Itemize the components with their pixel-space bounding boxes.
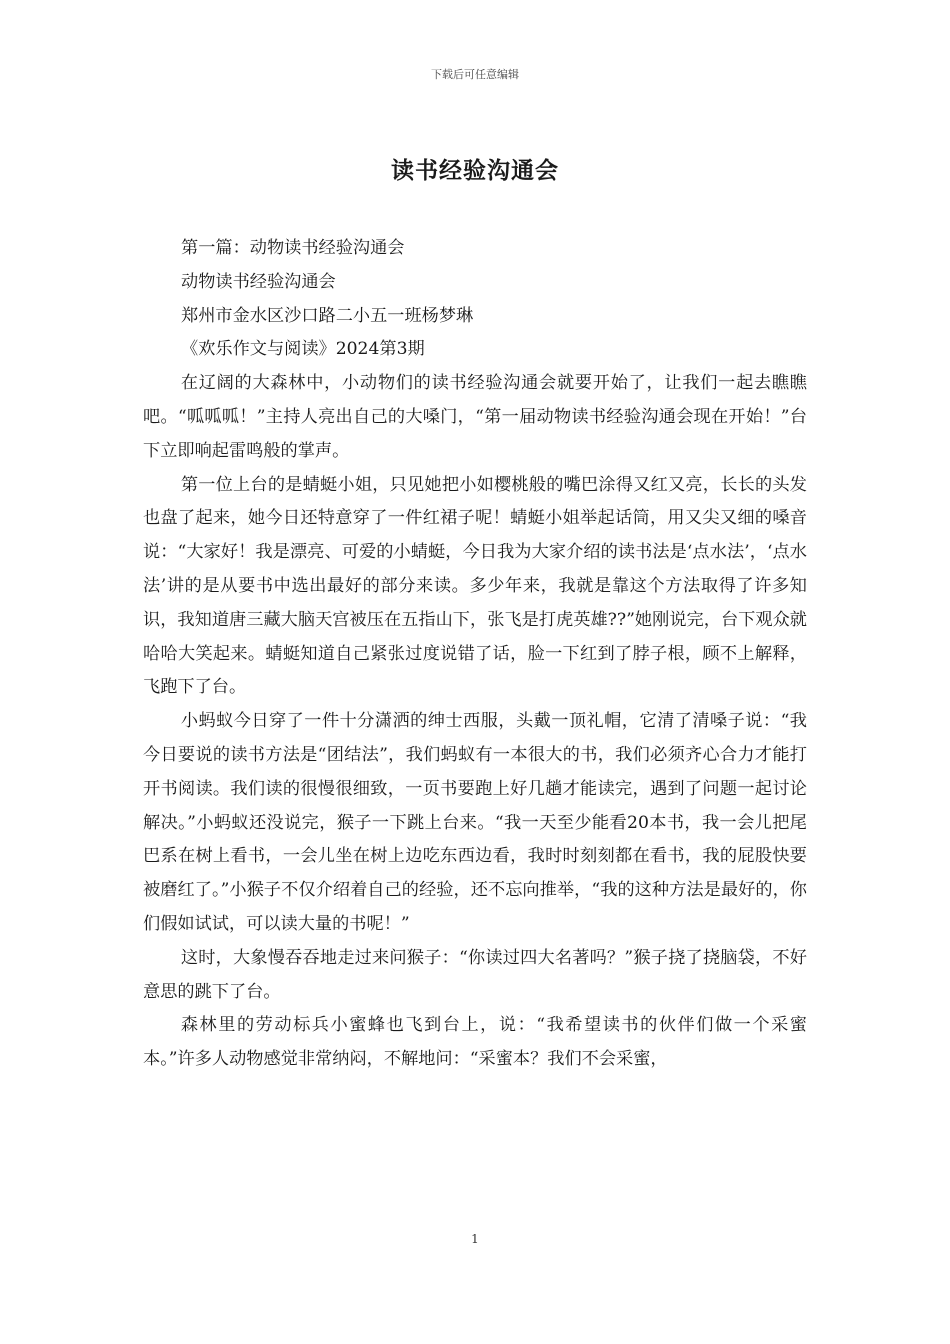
page-number: 1 [471,1232,479,1246]
document-body [143,232,807,1077]
meta-line-section: 第一篇：动物读书经验沟通会 [181,238,405,258]
meta-line-author: 郑州市金水区沙口路二小五一班杨梦琳 [181,305,474,326]
meta-line-source: 《欢乐作文与阅读》2024第3期 [181,339,425,360]
meta-line-article-title: 动物读书经验沟通会 [181,271,336,292]
paragraph: 在辽阔的大森林中，小动物们的读书经验沟通会就要开始了，让我们一起去瞧瞧吧。“呱呱呱！”主持人亮出自己的大嗓门，“第一届动物读书经验沟通会现在开始！”台下立即响起雷鸣般的掌声。 [143,373,807,461]
header-note: 下载后可任意编辑 [431,68,519,81]
paragraph: 第一位上台的是蜻蜓小姐，只见她把小如樱桃般的嘴巴涂得又红又亮，长长的头发也盘了起来，她今日还特意穿了一件红裙子呢！蜻蜓小姐举起话筒，用又尖又细的嗓音说：“大家好！我是漂亮、可爱的小蜻蜓，今日我为大家介绍的读书法是‘点水法’，‘点水法’讲的是从要书中选出最好的部分来读。多少年来，我就是靠这个方法取得了许多知识，我知道唐三藏大脑天宫被压在五指山下，张飞是打虎英雄??”她刚说完，台下观众就哈哈大笑起来。蜻蜓知道自己紧张过度说错了话，脸一下红到了脖子根，顾不上解释，飞跑下了台。 [143,474,807,698]
paragraph: 这时，大象慢吞吞地走过来问猴子：“你读过四大名著吗？”猴子挠了挠脑袋，不好意思的跳下了台。 [143,947,807,1002]
document-title: 读书经验沟通会 [391,157,559,184]
paragraph: 小蚂蚁今日穿了一件十分潇洒的绅士西服，头戴一顶礼帽，它清了清嗓子说：“我今日要说的读书方法是“团结法”，我们蚂蚁有一本很大的书，我们必须齐心合力才能打开书阅读。我们读的很慢很细致，一页书要跑上好几趟才能读完，遇到了问题一起讨论解决。”小蚂蚁还没说完，猴子一下跳上台来。“我一天至少能看20本书，我一会儿把尾巴系在树上看书，一会儿坐在树上边吃东西边看，我时时刻刻都在看书，我的屁股快要被磨红了。”小猴子不仅介绍着自己的经验，还不忘向推举，“我的这种方法是最好的，你们假如试试，可以读大量的书呢！” [143,711,807,934]
paragraph: 森林里的劳动标兵小蜜蜂也飞到台上，说：“我希望读书的伙伴们做一个采蜜本。”许多人动物感觉非常纳闷，不解地问：“采蜜本？我们不会采蜜， [143,1015,807,1070]
